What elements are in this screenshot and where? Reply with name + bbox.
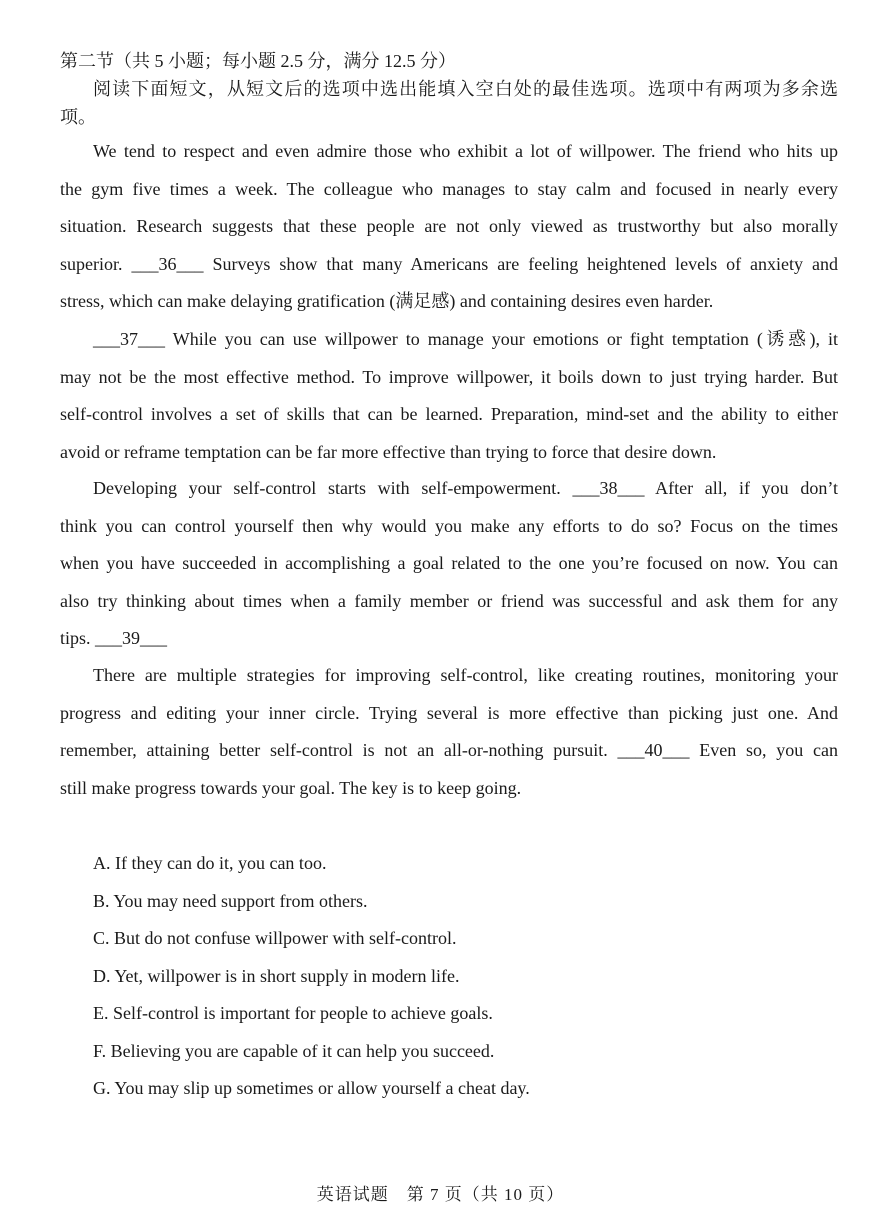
passage-line: think you can control yourself then why would you make any efforts to do so? Focus on the times	[60, 515, 838, 536]
passage-line: progress and editing your inner circle. Trying several is more effective than picking just one. And	[60, 702, 838, 723]
passage-line: situation. Research suggests that these people are not only viewed as trustworthy but also morally	[60, 216, 838, 236]
option-item: A. If they can do it, you can too.	[93, 853, 327, 873]
passage-line: avoid or reframe temptation can be far more effective than trying to force that desire down.	[60, 441, 717, 462]
passage-line: superior. ___36___ Surveys show that many Americans are feeling heightened levels of anxiety and	[60, 253, 838, 274]
option-item: D. Yet, willpower is in short supply in modern life.	[93, 965, 460, 986]
passage-line: We tend to respect and even admire those who exhibit a lot of willpower. The friend who hits up	[93, 141, 838, 161]
passage-line: Developing your self-control starts with self-empowerment. ___38___ After all, if you don’t	[93, 478, 838, 498]
passage-line: stress, which can make delaying gratification (满足感) and containing desires even harder.	[60, 291, 714, 311]
passage-line: There are multiple strategies for improving self-control, like creating routines, monitoring your	[93, 665, 838, 685]
passage-line: self-control involves a set of skills that can be learned. Preparation, mind-set and the ability to either	[60, 404, 838, 424]
passage-line: ___37___ While you can use willpower to manage your emotions or fight temptation (诱惑), it	[93, 329, 838, 349]
passage-line: tips. ___39___	[60, 628, 168, 648]
option-item: B. You may need support from others.	[93, 890, 368, 911]
passage-line: may not be the most effective method. To improve willpower, it boils down to just trying harder. But	[60, 366, 838, 387]
option-item: F. Believing you are capable of it can help you succeed.	[93, 1040, 495, 1061]
option-item: E. Self-control is important for people to achieve goals.	[93, 1003, 493, 1023]
option-item: C. But do not confuse willpower with self-control.	[93, 928, 457, 948]
option-item: G. You may slip up sometimes or allow yourself a cheat day.	[93, 1078, 530, 1098]
passage-line: remember, attaining better self-control is not an all-or-nothing pursuit. ___40___ Even so, you can	[60, 740, 838, 760]
page-footer: 英语试题 第 7 页（共 10 页）	[316, 1185, 565, 1204]
instructions-line-1: 阅读下面短文，从短文后的选项中选出能填入空白处的最佳选项。选项中有两项为多余选	[93, 79, 838, 99]
passage-line: also try thinking about times when a family member or friend was successful and ask them for any	[60, 590, 838, 611]
instructions-line-2: 项。	[60, 107, 96, 127]
passage-line: still make progress towards your goal. The key is to keep going.	[60, 777, 522, 798]
passage-line: when you have succeeded in accomplishing a goal related to the one you’re focused on now. You can	[60, 553, 838, 573]
section-header: 第二节（共 5 小题；每小题 2.5 分，满分 12.5 分）	[60, 51, 456, 71]
passage-line: the gym five times a week. The colleague who manages to stay calm and focused in nearly every	[60, 178, 838, 199]
